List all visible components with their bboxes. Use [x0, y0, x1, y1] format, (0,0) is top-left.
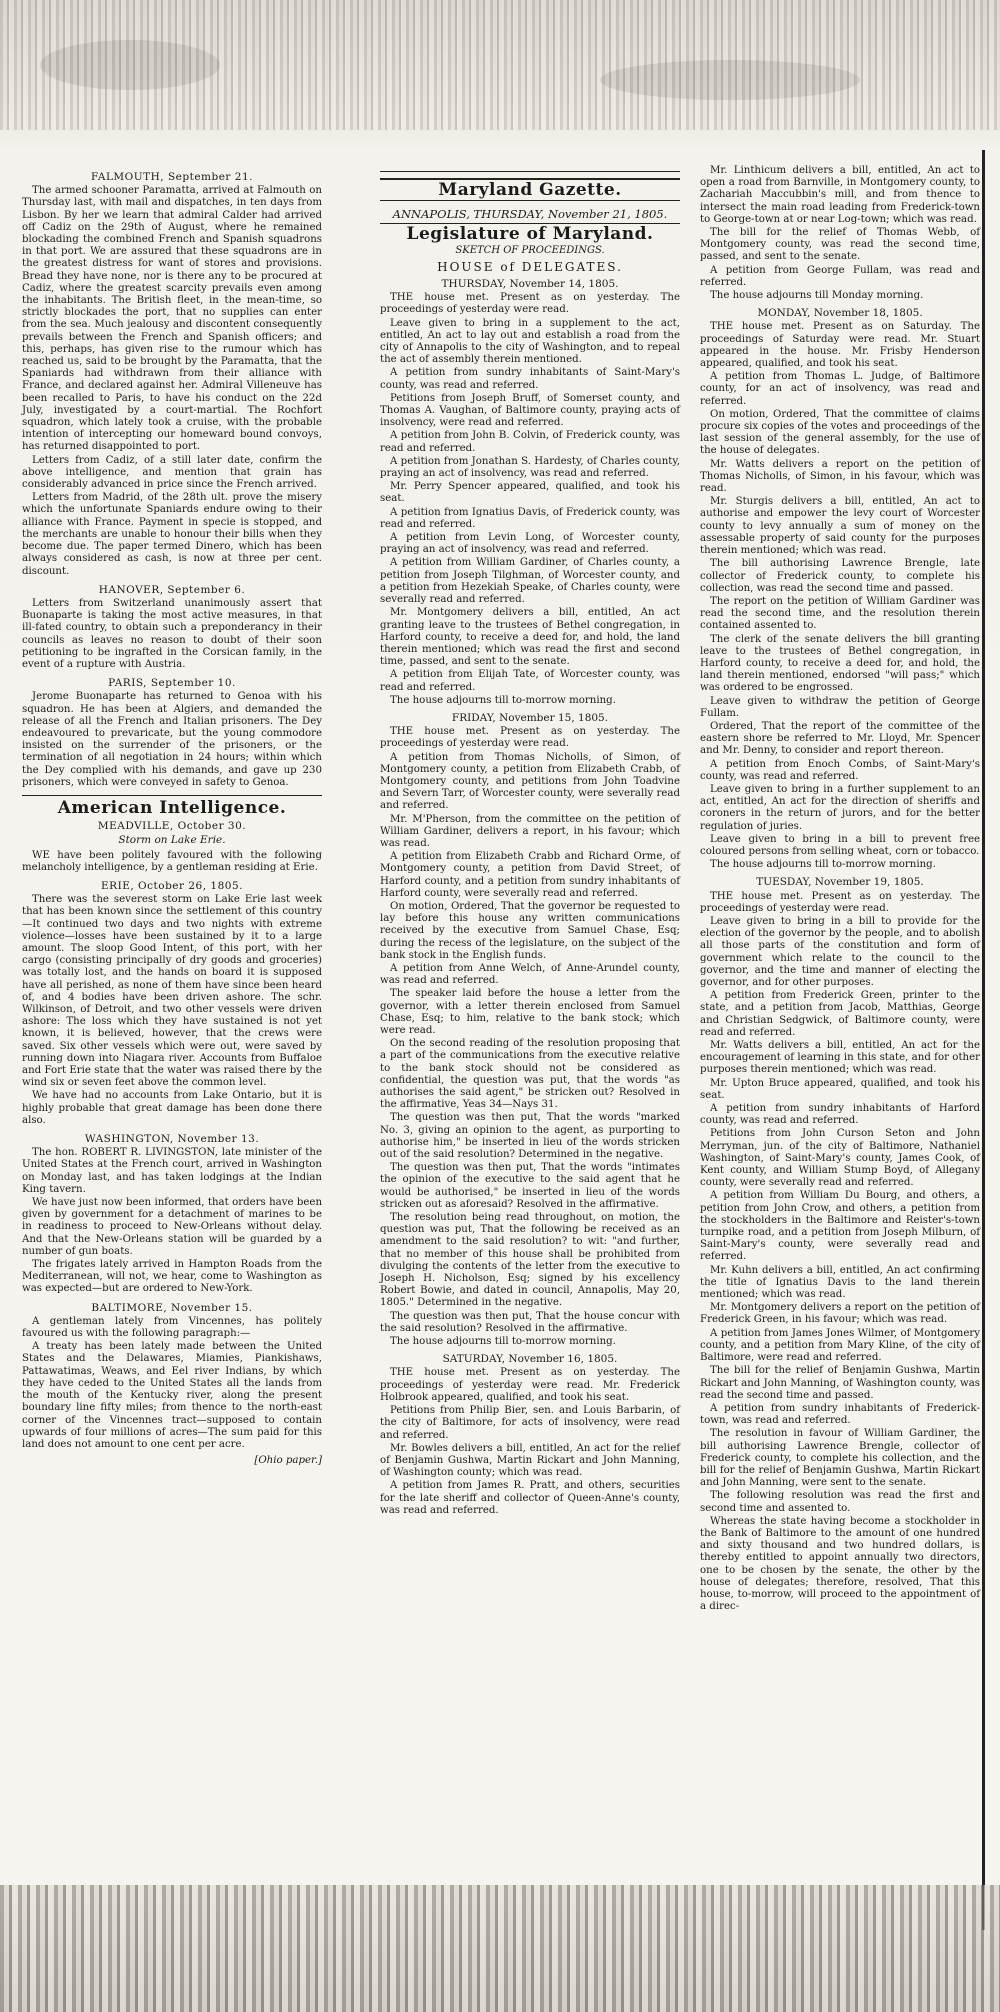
section-subtitle: SKETCH OF PROCEEDINGS.: [455, 244, 605, 256]
paragraph: A petition from Jonathan S. Hardesty, of Charles county, praying an act of insolvency, was read and referred.: [380, 455, 680, 480]
paragraph: The bill for the relief of Thomas Webb, of Montgomery county, was read the second time, passed, and sent to the senate.: [700, 227, 980, 263]
paragraph: A petition from John B. Colvin, of Frederick county, was read and referred.: [380, 430, 680, 454]
paragraph: We have had no accounts from Lake Ontario, but it is highly probable that great damage has been done there also.: [22, 1090, 322, 1126]
paragraph: There was the severest storm on Lake Erie last week that has been known since the settlement of this country—It continued two days and two nights with extreme violence—losses have been sustained by it to a large amount. The sloop Good Intent, of this port, with her cargo (consisting principally of dry goods and groceries) was totally lost, and the hands on board it is supposed have all perished, as none of them have since been heard of, and 4 bodies have been driven ashore. The schr. Wilkinson, of Detroit, and two other vessels were driven ashore: The loss which they have sustained is not yet known, it is believed, however, that the crews were saved. Six other vessels which were out, were saved by running down into Niagara river. Accounts from Buffaloe and Fort Erie state that the water was raised there by the wind six or seven feet above the common level.: [22, 894, 322, 1089]
paragraph: Leave given to bring in a supplement to the act, entitled, An act to lay out and establish a road from the city of Annapolis to the city of Washington, and to repeal the act of assembly therein mentioned.: [380, 317, 680, 366]
paragraph: Petitions from Philip Bier, sen. and Louis Barbarin, of the city of Baltimore, for acts of insolvency, were read and referred.: [380, 1405, 680, 1441]
paragraph: Mr. Bowles delivers a bill, entitled, An act for the relief of Benjamin Gushwa, Martin Rickart and John Manning, of Washington county; which was read.: [380, 1442, 680, 1479]
dateline: WASHINGTON, November 13.: [84, 1133, 260, 1146]
paragraph: THE house met. Present as on yesterday. The proceedings of yesterday were read.: [700, 890, 980, 914]
divider: [380, 171, 680, 172]
section-heading: American Intelligence.: [57, 797, 287, 818]
chamber-heading: HOUSE of DELEGATES.: [437, 259, 623, 274]
dateline: MEADVILLE, October 30.: [97, 820, 247, 833]
paragraph: A petition from sundry inhabitants of Frederick-town, was read and referred.: [700, 1402, 980, 1427]
paragraph: A petition from Elijah Tate, of Worcester county, was read and referred.: [380, 669, 680, 693]
paragraph: THE house met. Present as on Saturday. The proceedings of Saturday were read. Mr. Stuart appeared in the house. Mr. Frisby Henderson appeared, qualified, and took his seat.: [700, 321, 980, 370]
paragraph: On the second reading of the resolution proposing that a part of the communications from the executive relative to the bank stock should not be considered as confidential, the question was put, that the words "as authorises the said agent," be stricken out? Resolved in the affirmative, Yeas 34—Nays 31.: [380, 1038, 680, 1111]
paragraph: The house adjourns till to-morrow morning.: [390, 1336, 616, 1348]
paragraph: The house adjourns till Monday morning.: [710, 290, 924, 302]
issue-dateline: ANNAPOLIS, THURSDAY, November 21, 1805.: [380, 205, 680, 224]
paragraph: Letters from Madrid, of the 28th ult. prove the misery which the unfortunate Spaniards endure owing to their alliance with France. Payment in specie is stopped, and the merchants are unable to honour their bills when they become due. The paper termed Dinero, which has been always considered as cash, is now at three per cent. discount.: [22, 492, 322, 577]
paragraph: Ordered, That the report of the committee of the eastern shore be referred to Mr. Lloyd, Mr. Spencer and Mr. Denny, to consider and report thereon.: [700, 720, 980, 757]
divider: [22, 795, 322, 796]
masthead: Maryland Gazette.: [380, 178, 680, 201]
torn-bottom-edge: [0, 1885, 1000, 2012]
paragraph: The question was then put, That the house concur with the said resolution? Resolved in the affirmative.: [380, 1310, 680, 1334]
paragraph: Leave given to withdraw the petition of George Fullam.: [700, 695, 980, 719]
paragraph: THE house met. Present as on yesterday. The proceedings of yesterday were read. Mr. Frederick Holbrook appeared, qualified, and took his seat.: [380, 1367, 680, 1403]
paragraph: Leave given to bring in a bill to provide for the election of the governor by the people, and to abolish all those parts of the constitution and form of government which relate to the council to the governor, and the time and manner of electing the governor, and for other purposes.: [700, 915, 980, 988]
paragraph: WE have been politely favoured with the following melancholy intelligence, by a gentleman residing at Erie.: [22, 849, 322, 873]
column-rule: [982, 150, 985, 1930]
column-foreign-news: [22, 165, 322, 1467]
paragraph: A petition from Levin Long, of Worcester county, praying an act of insolvency, was read and referred.: [380, 532, 680, 556]
paragraph: A petition from Anne Welch, of Anne-Arundel county, was read and referred.: [380, 962, 680, 987]
paragraph: A petition from William Du Bourg, and others, a petition from John Crow, and others, a petition from the stockholders in the Baltimore and Reister's-town turnpike road, and a petition from Joseph Milburn, of Saint-Mary's county, were severally read and referred.: [700, 1190, 980, 1263]
paragraph: A treaty has been lately made between the United States and the Delawares, Miamies, Piankishaws, Pattawatimas, Weaws, and Eel river Indians, by which they have ceded to the United States all the lands from the mouth of the Kentucky river, along the present boundary line fifty miles; from thence to the north-east corner of the Vincennes tract—supposed to contain upwards of four millions of acres—The sum paid for this land does not amount to one cent per acre.: [22, 1341, 322, 1450]
day-heading: THURSDAY, November 14, 1805.: [441, 278, 619, 291]
paragraph: A petition from sundry inhabitants of Harford county, was read and referred.: [700, 1103, 980, 1127]
dateline: PARIS, September 10.: [108, 677, 236, 690]
day-heading: MONDAY, November 18, 1805.: [757, 307, 923, 320]
paragraph: Mr. Sturgis delivers a bill, entitled, An act to authorise and empower the levy court of Worcester county to levy annually a sum of money on the assessable property of said county for the purposes therein mentioned; which was read.: [700, 496, 980, 557]
paragraph: A petition from James R. Pratt, and others, securities for the late sheriff and collector of Queen-Anne's county, was read and referred.: [380, 1480, 680, 1516]
paragraph: The report on the petition of William Gardiner was read the second time, and the resolution therein contained assented to.: [700, 595, 980, 632]
ink-smudge: [40, 40, 220, 90]
paragraph: Mr. Kuhn delivers a bill, entitled, An act confirming the title of Ignatius Davis to the land therein mentioned; which was read.: [700, 1264, 980, 1301]
source-credit: [Ohio paper.]: [254, 1455, 322, 1467]
paragraph: THE house met. Present as on yesterday. The proceedings of yesterday were read.: [380, 292, 680, 316]
paragraph: A petition from Elizabeth Crabb and Richard Orme, of Montgomery county, a petition from David Street, of Harford county, and a petition from sundry inhabitants of Harford county, were severally read and referred.: [380, 851, 680, 899]
paragraph: Jerome Buonaparte has returned to Genoa with his squadron. He has been at Algiers, and demanded the release of all the French and Italian prisoners. The Dey endeavoured to prevaricate, but the young commodore insisted on the surrender of the prisoners, or the termination of all negotiation in 24 hours; within which the Dey complied with his demands, and gave up 230 prisoners, which were conveyed in safety to Genoa.: [22, 691, 322, 788]
column-gazette-proceedings: [380, 165, 680, 1518]
paragraph: The frigates lately arrived in Hampton Roads from the Mediterranean, will not, we hear, come to Washington as was expected—but are ordered to New-York.: [22, 1259, 322, 1295]
paragraph: Leave given to bring in a further supplement to an act, entitled, An act for the direction of sheriffs and coroners in the return of jurors, and for the better regulation of juries.: [700, 783, 980, 832]
paragraph: The speaker laid before the house a letter from the governor, with a letter therein enclosed from Samuel Chase, Esq; to him, relative to the bank stock; which were read.: [380, 988, 680, 1036]
paragraph: The bill for the relief of Benjamin Gushwa, Martin Rickart and John Manning, of Washington county, was read the second time and passed.: [700, 1365, 980, 1401]
paragraph: A petition from George Fullam, was read and referred.: [700, 264, 980, 288]
paragraph: A petition from James Jones Wilmer, of Montgomery county, and a petition from Mary Kline, of the city of Baltimore, were read and referred.: [700, 1327, 980, 1364]
paragraph: Whereas the state having become a stockholder in the Bank of Baltimore to the amount of one hundred and sixty thousand and two hundred dollars, is thereby entitled to appoint annually two directors, one to be chosen by the senate, the other by the house of delegates; therefore, resolved, That this house, to-morrow, will proceed to the appointment of a direc-: [700, 1515, 980, 1613]
paragraph: The house adjourns till to-morrow morning.: [710, 859, 936, 871]
paragraph: On motion, Ordered, That the committee of claims procure six copies of the votes and proceedings of the last session of the general assembly, for the use of the house of delegates.: [700, 408, 980, 457]
paragraph: Leave given to bring in a bill to prevent free coloured persons from selling wheat, corn or tobacco.: [700, 833, 980, 857]
paragraph: A petition from William Gardiner, of Charles county, a petition from Joseph Tilghman, of Worcester county, and a petition from Hezekiah Speake, of Charles county, were severally read and referred.: [380, 557, 680, 606]
ink-smudge: [600, 60, 860, 100]
paragraph: A petition from Thomas Nicholls, of Simon, of Montgomery county, a petition from Elizabeth Crabb, of Montgomery county, and petitions from John Toadvine and Severn Tarr, of Worcester county, were severally read and referred.: [380, 751, 680, 812]
paragraph: Mr. Perry Spencer appeared, qualified, and took his seat.: [380, 481, 680, 505]
dateline: FALMOUTH, September 21.: [91, 171, 253, 183]
paragraph: Petitions from John Curson Seton and John Merryman, jun. of the city of Baltimore, Nathaniel Washington, of Saint-Mary's county, James Cook, of Kent county, and William Stump Boyd, of Allegany county, were severally read and referred.: [700, 1128, 980, 1189]
paragraph: A gentleman lately from Vincennes, has politely favoured us with the following paragraph:—: [22, 1315, 322, 1340]
paragraph: A petition from sundry inhabitants of Saint-Mary's county, was read and referred.: [380, 367, 680, 391]
paragraph: Mr. Watts delivers a bill, entitled, An act for the encouragement of learning in this state, and for other purposes therein mentioned; which was read.: [700, 1040, 980, 1076]
paragraph: On motion, Ordered, That the governor be requested to lay before this house any written communications received by the executive from Samuel Chase, Esq; during the recess of the legislature, on the subject of the bank stock in the English funds.: [380, 900, 680, 961]
paragraph: The question was then put, That the words "intimates the opinion of the executive to the said agent that he would be authorised," be inserted in lieu of the words stricken out as aforesaid? Resolved in the affirmative.: [380, 1162, 680, 1210]
paragraph: The bill authorising Lawrence Brengle, late collector of Frederick county, to complete his collection, was read the second time and passed.: [700, 558, 980, 594]
paragraph: The resolution being read throughout, on motion, the question was put, That the following be received as an amendment to the said resolution? to wit: "and further, that no member of this house shall be prohibited from divulging the contents of the letter from the executive to Joseph H. Nicholson, Esq; signed by his excellency Robert Bowie, and dated in council, Annapolis, May 20, 1805." Determined in the negative.: [380, 1212, 680, 1309]
paragraph: Mr. Upton Bruce appeared, qualified, and took his seat.: [700, 1077, 980, 1101]
paragraph: Mr. M'Pherson, from the committee on the petition of William Gardiner, delivers a report, in his favour; which was read.: [380, 813, 680, 849]
paragraph: The question was then put, That the words "marked No. 3, giving an opinion to the agent, as purporting to authorise him," be inserted in lieu of the words stricken out of the said resolution? Determined in the negative.: [380, 1112, 680, 1161]
day-heading: SATURDAY, November 16, 1805.: [442, 1353, 618, 1366]
paragraph: A petition from Ignatius Davis, of Frederick county, was read and referred.: [380, 506, 680, 530]
column-proceedings-continued: [700, 165, 980, 1614]
paragraph: Mr. Montgomery delivers a bill, entitled, An act granting leave to the trustees of Bethel congregation, in Harford county, to receive a deed for, and hold, the land therein mentioned; which was read the first and second time, passed, and sent to the senate.: [380, 607, 680, 668]
section-heading: Legislature of Maryland.: [406, 224, 654, 245]
day-heading: TUESDAY, November 19, 1805.: [756, 876, 924, 889]
paragraph: The hon. ROBERT R. LIVINGSTON, late minister of the United States at the French court, arrived in Washington on Monday last, and has taken lodgings at the Indian King tavern.: [22, 1147, 322, 1195]
paragraph: The house adjourns till to-morrow morning.: [390, 694, 616, 706]
paragraph: A petition from Frederick Green, printer to the state, and a petition from Jacob, Matthias, George and Christian Sedgwick, of Baltimore county, were read and referred.: [700, 990, 980, 1038]
paragraph: A petition from Enoch Combs, of Saint-Mary's county, was read and referred.: [700, 758, 980, 782]
paragraph: THE house met. Present as on yesterday. The proceedings of yesterday were read.: [380, 726, 680, 750]
paragraph: A petition from Thomas L. Judge, of Baltimore county, for an act of insolvency, was read and referred.: [700, 371, 980, 407]
paragraph: Mr. Montgomery delivers a report on the petition of Frederick Green, in his favour; which was read.: [700, 1302, 980, 1326]
dateline: BALTIMORE, November 15.: [91, 1301, 253, 1314]
paragraph: We have just now been informed, that orders have been given by government for a detachment of marines to be in readiness to proceed to New-Orleans without delay. And that the New-Orleans station will be guarded by a number of gun boats.: [22, 1197, 322, 1257]
paragraph: The resolution in favour of William Gardiner, the bill authorising Lawrence Brengle, collector of Frederick county, to complete his collection, and the bill for the relief of Benjamin Gushwa, Martin Rickart and John Manning, were sent to the senate.: [700, 1428, 980, 1489]
paragraph: The clerk of the senate delivers the bill granting leave to the trustees of Bethel congregation, in Harford county, to receive a deed for, and hold, the land therein mentioned, endorsed "will pass;" which was ordered to be engrossed.: [700, 633, 980, 694]
paragraph: Letters from Cadiz, of a still later date, confirm the above intelligence, and mention that grain has considerably advanced in price since the French arrived.: [22, 454, 322, 491]
dateline: ERIE, October 26, 1805.: [101, 879, 243, 892]
paragraph: Mr. Watts delivers a report on the petition of Thomas Nicholls, of Simon, in his favour, which was read.: [700, 458, 980, 495]
paragraph: The following resolution was read the first and second time and assented to.: [700, 1490, 980, 1514]
subheading: Storm on Lake Erie.: [118, 834, 226, 847]
paragraph: The armed schooner Paramatta, arrived at Falmouth on Thursday last, with mail and dispatches, in ten days from Lisbon. By her we learn that admiral Calder had arrived off Cadiz on the 29th of August, where he remained blockading the combined French and Spanish squadrons in that port. We are assured that these squadrons are in the greatest distress for want of stores and provisions. Bread they have none, nor is there any to be procured at Cadiz, where the greatest scarcity prevails even among the inhabitants. The British fleet, in the mean-time, so strictly blockades the port, that no supplies can enter from the sea. Much jealousy and discontent consequently prevails between the French and Spanish officers; and this, perhaps, has given rise to the rumour which has reached us, said to be brought by the Paramatta, that the Spaniards had withdrawn from their alliance with France, and declared against her. Admiral Villeneuve has been recalled to Paris, to have his conduct on the 22d July, investigated by a court-martial. The Rochfort squadron, which lately took a cruise, with the probable intention of intercepting our homeward bound convoys, has returned disappointed to port.: [22, 185, 322, 453]
dateline: HANOVER, September 6.: [98, 583, 246, 596]
paragraph: Petitions from Joseph Bruff, of Somerset county, and Thomas A. Vaughan, of Baltimore county, praying acts of insolvency, were read and referred.: [380, 392, 680, 429]
paragraph: Letters from Switzerland unanimously assert that Buonaparte is taking the most active measures, in that ill-fated country, to obtain such a preponderancy in their councils as leaves no reason to doubt of their soon petitioning to be ingrafted in the Corsican family, in the event of a rupture with Austria.: [22, 597, 322, 670]
day-heading: FRIDAY, November 15, 1805.: [451, 711, 609, 724]
paragraph: Mr. Linthicum delivers a bill, entitled, An act to open a road from Barnville, in Montgomery county, to Zachariah Maccubbin's mill, and from thence to intersect the main road leading from Frederick-town to George-town at or near Log-town; which was read.: [700, 165, 980, 225]
